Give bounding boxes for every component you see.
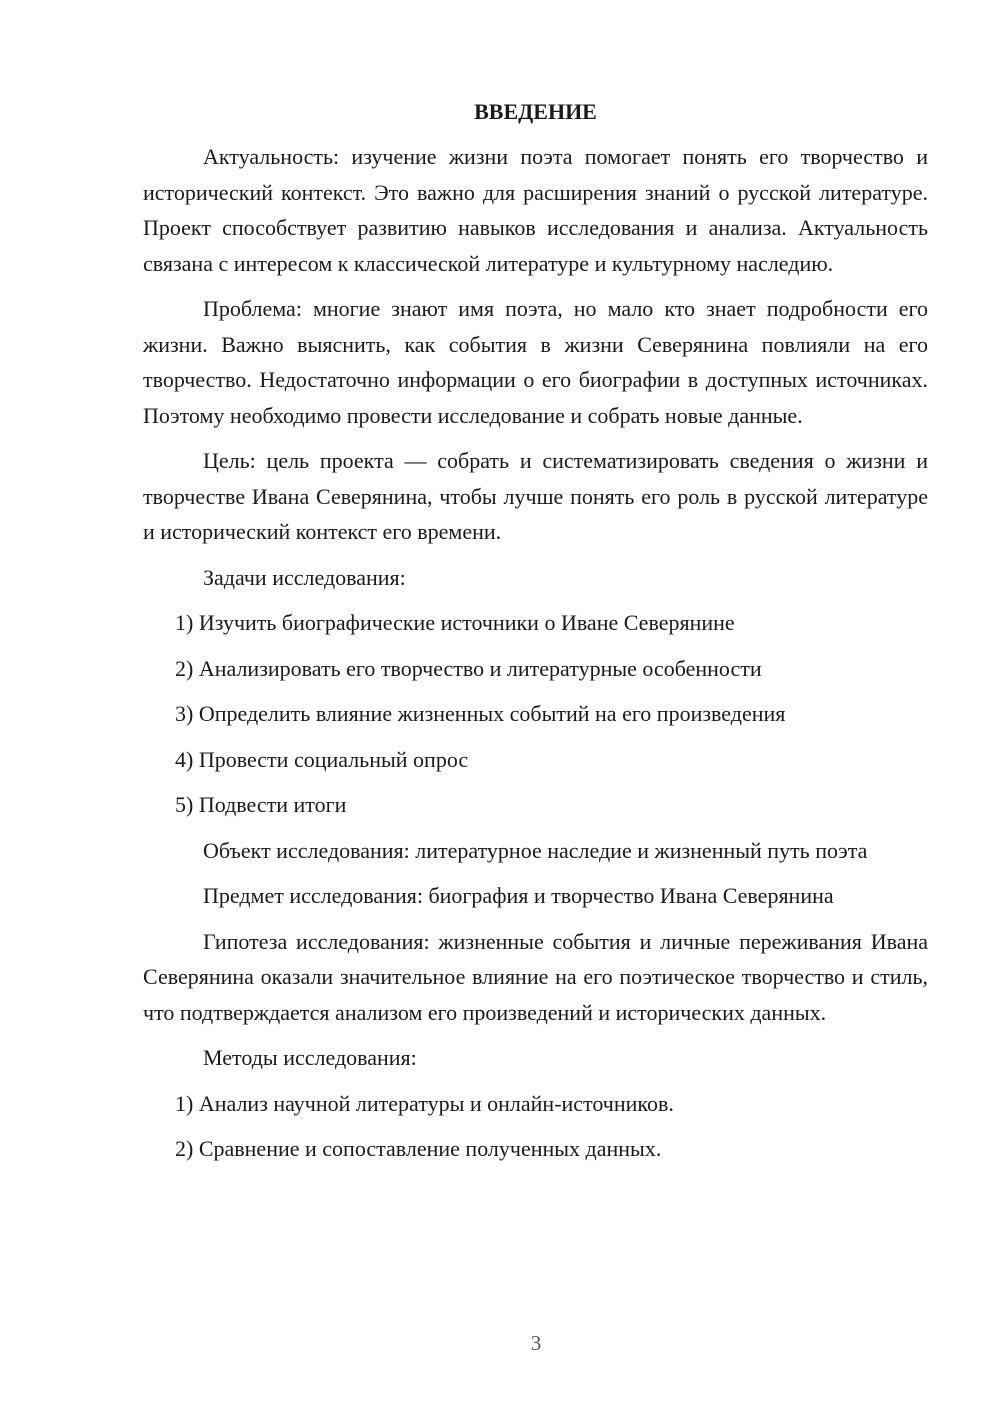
relevance-paragraph: Актуальность: изучение жизни поэта помогает понять его творчество и исторический контекст. Это важно для расширения знаний о русской литературе. Проект способствует развитию навыков исследования и анализа. Актуальность связана с интересом к классической литературе и культурному наследию.: [143, 144, 928, 276]
tasks-label: Задачи исследования:: [203, 564, 406, 590]
goal-paragraph: Цель: цель проекта — собрать и систематизировать сведения о жизни и творчестве Ивана Северянина, чтобы лучше понять его роль в русской литературе и исторический контекст его времени.: [143, 448, 928, 544]
task-item: 4) Провести социальный опрос: [175, 746, 469, 772]
object-paragraph: Объект исследования: литературное наследие и жизненный путь поэта: [203, 837, 868, 863]
section-title: ВВЕДЕНИЕ: [474, 99, 597, 124]
task-item: 1) Изучить биографические источники о Иване Северянине: [175, 610, 735, 635]
subject-paragraph: Предмет исследования: биография и творчество Ивана Северянина: [203, 883, 834, 908]
method-item: 2) Сравнение и сопоставление полученных данных.: [175, 1136, 662, 1161]
page-number: 3: [530, 1331, 542, 1355]
method-item: 1) Анализ научной литературы и онлайн-источников.: [175, 1090, 674, 1116]
hypothesis-paragraph: Гипотеза исследования: жизненные события и личные переживания Ивана Северянина оказали значительное влияние на его поэтическое творчество и стиль, что подтверждается анализом его произведений и исторических данных.: [143, 928, 928, 1025]
document-page: [143, 94, 928, 1177]
task-item: 5) Подвести итоги: [175, 792, 347, 817]
task-item: 2) Анализировать его творчество и литературные особенности: [175, 655, 762, 681]
task-item: 3) Определить влияние жизненных событий на его произведения: [175, 701, 786, 726]
methods-label: Методы исследования:: [203, 1045, 417, 1070]
problem-paragraph: Проблема: многие знают имя поэта, но мало кто знает подробности его жизни. Важно выяснить, как события в жизни Северянина повлияли на его творчество. Недостаточно информации о его биографии в доступных источниках. Поэтому необходимо провести исследование и собрать новые данные.: [143, 296, 928, 428]
